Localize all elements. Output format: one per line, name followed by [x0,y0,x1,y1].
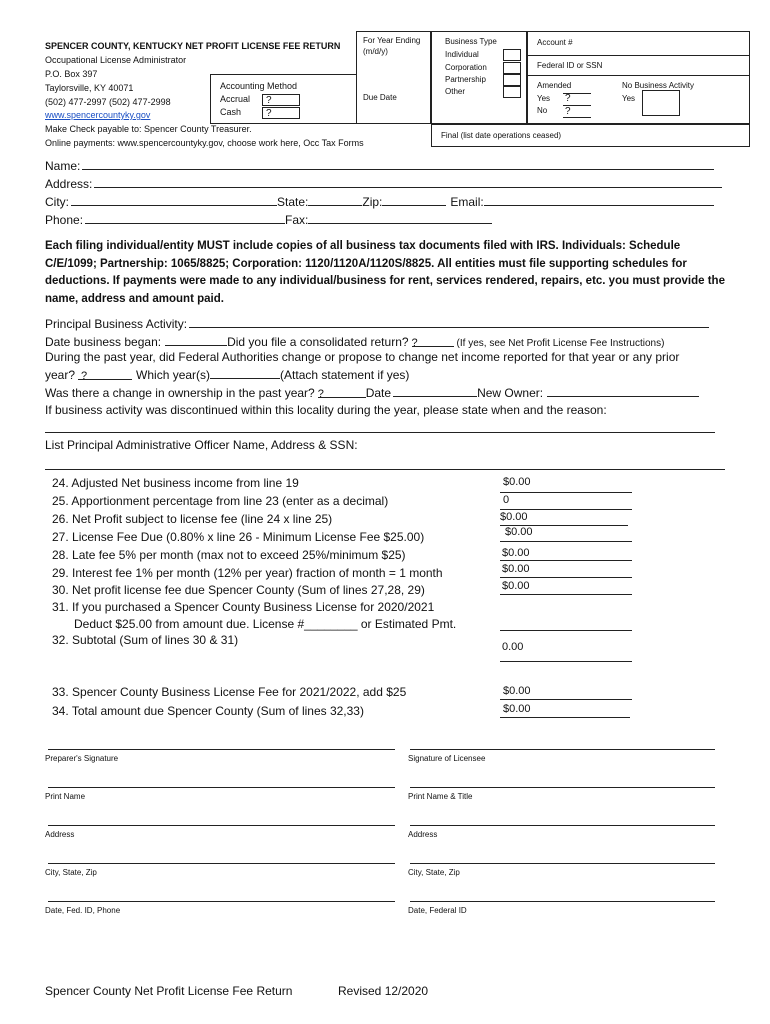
preparer-date-label: Date, Fed. ID, Phone [45,906,121,915]
fax-label: Fax: [285,213,309,227]
line-34: 34. Total amount due Spencer County (Sum of lines 32,33) [52,704,364,718]
principal-activity-label: Principal Business Activity: [45,317,188,331]
address-input[interactable] [94,176,722,188]
address-line-1: Occupational License Administrator [45,55,187,65]
federal-change-input[interactable]: ? [78,368,132,380]
licensee-print-name-label: Print Name & Title [408,792,473,801]
line-34-value[interactable]: $0.00 [503,703,531,715]
ownership-date-input[interactable] [393,385,477,397]
accrual-label: Accrual [220,94,251,104]
line-33-value[interactable]: $0.00 [503,685,531,697]
amended-label: Amended [537,81,572,90]
email-label: Email: [450,195,484,209]
licensee-address-line[interactable] [410,825,715,826]
business-type-individual: Individual [445,50,479,59]
partnership-checkbox[interactable] [503,74,521,86]
ownership-row [45,385,699,400]
divider [527,75,750,76]
line-30-value[interactable]: $0.00 [502,580,530,592]
line-27: 27. License Fee Due (0.80% x line 26 - Minimum License Fee $25.00) [52,530,425,544]
zip-label: Zip: [362,195,383,209]
divider [563,117,591,118]
accrual-checkbox[interactable]: ? [262,94,300,106]
address-label: Address: [45,177,93,191]
line-33: 33. Spencer County Business License Fee for 2021/2022, add $25 [52,685,407,699]
business-type-label: Business Type [445,37,497,46]
licensee-print-name-line[interactable] [410,787,715,788]
preparer-print-name-label: Print Name [45,792,86,801]
phone-numbers: (502) 477-2997 (502) 477-2998 [45,97,171,107]
accounting-method-label: Accounting Method [220,81,298,91]
preparer-city-label: City, State, Zip [45,868,97,877]
line-25-value[interactable]: 0 [503,494,510,506]
line-28: 28. Late fee 5% per month (max not to exceed 25%/minimum $25) [52,548,406,562]
line-30: 30. Net profit license fee due Spencer County (Sum of lines 27,28, 29) [52,583,425,597]
divider [500,577,632,578]
ownership-label: Was there a change in ownership in the past year? [45,386,315,400]
line-29: 29. Interest fee 1% per month (12% per year) fraction of month = 1 month [52,566,443,580]
federal-change-row [45,367,409,382]
amended-yes-label: Yes [537,94,551,103]
cash-checkbox[interactable]: ? [262,107,300,119]
ownership-date-label: Date [365,386,392,400]
preparer-date-line[interactable] [48,901,395,902]
divider [500,492,632,493]
city-row [45,194,714,209]
check-payable-note: Make Check payable to: Spencer County Treasurer. [45,124,252,134]
footer-title: Spencer County Net Profit License Fee Return [45,984,293,998]
address-line-3: Taylorsville, KY 40071 [45,83,134,93]
preparer-address-label: Address [45,830,75,839]
divider [500,699,632,700]
preparer-signature-label: Preparer's Signature [45,754,119,763]
preparer-city-line[interactable] [48,863,395,864]
due-date-label: Due Date [363,93,397,102]
divider [500,541,632,542]
amended-no-value[interactable]: ? [565,106,571,117]
licensee-signature-line[interactable] [410,749,715,750]
other-checkbox[interactable] [503,86,521,98]
licensee-date-line[interactable] [410,901,715,902]
business-type-corporation: Corporation [445,63,487,72]
officer-input[interactable] [45,469,725,470]
year-ending-label: For Year Ending [363,36,421,45]
line-25: 25. Apportionment percentage from line 23 (enter as a decimal) [52,494,389,508]
year-ending-format: (m/d/y) [363,47,388,56]
line-24-value[interactable]: $0.00 [503,476,531,488]
line-31: 31. If you purchased a Spencer County Business License for 2020/2021 [52,600,435,614]
divider [500,630,632,631]
preparer-signature-line[interactable] [48,749,395,750]
officer-label: List Principal Administrative Officer Name, Address & SSN: [45,438,358,452]
address-line-2: P.O. Box 397 [45,69,98,79]
individual-checkbox[interactable] [503,49,521,61]
line-31-deduct: Deduct $25.00 from amount due. License #________ or Estimated Pmt. [74,617,457,631]
ownership-input[interactable]: ? [318,386,366,398]
line-29-value[interactable]: $0.00 [502,563,530,575]
filing-notice: Each filing individual/entity MUST include copies of all business tax documents filed with IRS. Individuals: Schedule C/E/1099; Partnership: 1065/8825; Corporation: 1120/1120A/1120S/8825. All entities must file supporting schedules for deductions. If payments were made to any individual/business for rent, services rendered, repairs, etc. you must provide the name, address and amount paid. [45,240,725,305]
consolidated-note: (If yes, see Net Profit License Fee Instructions) [456,338,665,349]
final-label[interactable]: Final (list date operations ceased) [441,131,562,140]
business-type-other: Other [445,87,466,96]
divider [500,661,632,662]
line-26: 26. Net Profit subject to license fee (line 24 x line 25) [52,512,333,526]
zip-input[interactable] [382,194,446,206]
which-years-label: Which year(s) [136,368,211,382]
amended-no-label: No [537,106,548,115]
divider [500,509,632,510]
name-label: Name: [45,159,81,173]
which-years-input[interactable] [210,367,280,379]
state-label: State: [277,195,309,209]
discontinued-label: If business activity was discontinued within this locality during the year, please state when and the reason: [45,403,607,417]
date-began-label: Date business began: [45,335,162,349]
business-type-partnership: Partnership [445,75,486,84]
licensee-city-label: City, State, Zip [408,868,460,877]
line-28-value[interactable]: $0.00 [502,547,530,559]
licensee-signature-label: Signature of Licensee [408,754,486,763]
principal-activity-input[interactable] [189,316,709,328]
federal-change-label: year? [45,368,76,382]
preparer-address-line[interactable] [48,825,395,826]
attach-note: (Attach statement if yes) [280,368,410,382]
cash-label: Cash [220,107,242,117]
consolidated-input[interactable]: ? [412,335,454,347]
account-label: Account # [537,38,573,47]
phone-label: Phone: [45,213,84,227]
footer-revised: Revised 12/2020 [338,984,429,998]
no-activity-label: No Business Activity [622,81,695,90]
licensee-address-label: Address [408,830,438,839]
form-title: SPENCER COUNTY, KENTUCKY NET PROFIT LICENSE FEE RETURN [45,41,341,51]
principal-activity-row [45,316,709,331]
date-began-row [45,334,664,349]
email-input[interactable] [484,194,714,206]
online-payments-note: Online payments: www.spencercountyky.gov, choose work here, Occ Tax Forms [45,138,364,148]
divider [527,55,750,56]
licensee-city-line[interactable] [410,863,715,864]
line-24: 24. Adjusted Net business income from line 19 [52,476,299,490]
divider [500,560,632,561]
city-input[interactable] [71,194,277,206]
website-link[interactable]: www.spencercountyky.gov [45,110,151,120]
divider [500,594,632,595]
amended-yes-value[interactable]: ? [565,93,571,104]
consolidated-label: Did you file a consolidated return? [227,335,409,349]
corporation-checkbox[interactable] [503,62,521,74]
state-input[interactable] [308,194,362,206]
line-32: 32. Subtotal (Sum of lines 30 & 31) [52,633,239,647]
phone-row [45,212,492,227]
line-26-value[interactable]: $0.00 [500,511,528,523]
line-32-value[interactable]: 0.00 [502,641,524,653]
new-owner-input[interactable] [547,385,699,397]
discontinued-input[interactable] [45,432,715,433]
federal-id-label: Federal ID or SSN [537,61,603,70]
city-label: City: [45,195,69,209]
date-began-input[interactable] [165,334,227,346]
no-activity-checkbox[interactable] [642,90,680,116]
name-row [45,158,714,173]
new-owner-label: New Owner: [477,386,544,400]
fax-input[interactable] [308,212,492,224]
licensee-date-label: Date, Federal ID [408,906,467,915]
line-27-value[interactable]: $0.00 [505,526,533,538]
federal-change-line-1: During the past year, did Federal Authorities change or propose to change net income reported for that year or any prior [45,350,680,364]
phone-input[interactable] [85,212,285,224]
no-activity-yes-label: Yes [622,94,636,103]
address-row [45,176,722,191]
name-input[interactable] [82,158,714,170]
divider [500,717,630,718]
preparer-print-name-line[interactable] [48,787,395,788]
